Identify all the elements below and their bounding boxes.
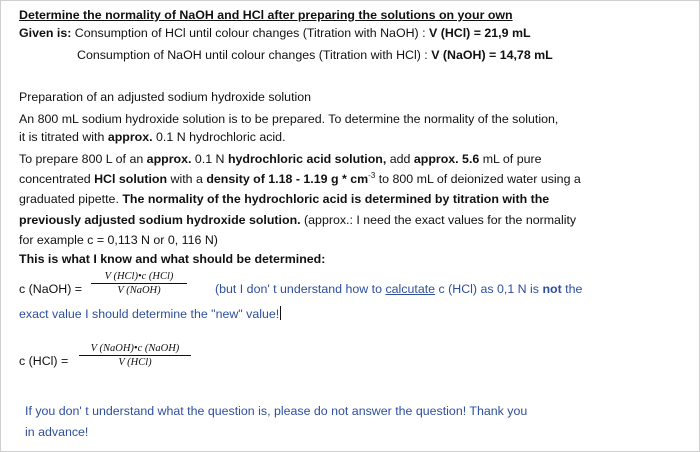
formula2-numerator: V (NaOH)•c (NaOH): [90, 343, 180, 354]
footer-line-2: in advance!: [25, 425, 89, 439]
formula1-comment-line2: [19, 306, 281, 322]
prep-p1: An 800 mL sodium hydroxide solution is to be prepared. To determine the normality of the solution,: [19, 112, 559, 126]
heading: Determine the normality of NaOH and HCl after preparing the solutions on your own: [19, 8, 513, 22]
formula1-lhs: c (NaOH) =: [19, 282, 82, 296]
comment-part-b: c (HCl) as 0,1 N is: [435, 282, 543, 296]
formula2-fraction: [79, 343, 191, 368]
comment-line2-text: exact value I should determine the "new" value!: [19, 307, 280, 321]
given-line1-text: Consumption of HCl until colour changes (Titration with NaOH) :: [71, 26, 429, 40]
text-cursor: [280, 306, 281, 320]
fraction-bar: [91, 283, 187, 284]
formula1-numerator: V (HCl)•c (HCl): [104, 271, 174, 282]
footer-line-1: If you don' t understand what the question is, please do not answer the question! Thank you: [25, 404, 528, 418]
prep-p5: [19, 191, 549, 207]
prep-p2a: it is titrated with: [19, 130, 108, 144]
prep-p8: This is what I know and what should be determined:: [19, 252, 326, 266]
given-line2-text: Consumption of NaOH until colour changes (Titration with HCl) :: [77, 48, 432, 62]
prep-p3e: add: [386, 152, 414, 166]
prep-p6a: previously adjusted sodium hydroxide solution.: [19, 213, 301, 227]
prep-p3f: approx. 5.6: [413, 152, 480, 166]
comment-part-a: (but I don' t understand how to: [215, 282, 386, 296]
fraction-bar: [79, 355, 191, 356]
prep-p4a: concentrated: [19, 172, 95, 186]
formula1-comment: [215, 281, 582, 297]
given-line-1: [19, 25, 531, 41]
prep-p3b: approx.: [146, 152, 192, 166]
prep-p4f: -3: [368, 170, 376, 180]
prep-p3c: 0.1 N: [191, 152, 228, 166]
prep-p5b: The normality of the hydrochloric acid is determined by titration with the: [122, 192, 550, 206]
given-line2-value: V (NaOH) = 14,78 mL: [431, 48, 553, 62]
comment-link: calcutate: [385, 282, 436, 296]
prep-p7: for example c = 0,113 N or 0, 116 N): [19, 233, 218, 247]
formula2-denominator: V (HCl): [118, 357, 152, 368]
prep-p2c: 0.1 N hydrochloric acid.: [152, 130, 286, 144]
prep-p3d: hydrochloric acid solution,: [227, 152, 387, 166]
prep-p3g: mL of pure: [479, 152, 542, 166]
prep-title: Preparation of an adjusted sodium hydroxide solution: [19, 90, 312, 104]
prep-p6b: (approx.: I need the exact values for the normality: [300, 213, 577, 227]
formula2-lhs: c (HCl) =: [19, 354, 69, 368]
prep-p4b: HCl solution: [94, 172, 168, 186]
prep-p6: [19, 212, 576, 228]
given-label: Given is:: [19, 26, 72, 40]
comment-not: not: [542, 282, 562, 296]
formula1-fraction: [91, 271, 187, 296]
prep-p4c: with a: [167, 172, 207, 186]
given-line1-value: V (HCl) = 21,9 mL: [428, 26, 531, 40]
prep-p5a: graduated pipette.: [19, 192, 123, 206]
prep-p2: [19, 129, 286, 145]
prep-p4: [19, 171, 581, 187]
prep-p3: [19, 151, 542, 167]
given-line-2: [77, 47, 553, 63]
prep-p2b: approx.: [107, 130, 153, 144]
formula1-denominator: V (NaOH): [117, 285, 161, 296]
prep-p3a: To prepare 800 L of an: [19, 152, 147, 166]
comment-part-c: the: [561, 282, 583, 296]
prep-p4e: * cm: [338, 172, 369, 186]
prep-p4g: to 800 mL of deionized water using a: [375, 172, 581, 186]
prep-p4d: density of 1.18 - 1.19 g: [206, 172, 339, 186]
